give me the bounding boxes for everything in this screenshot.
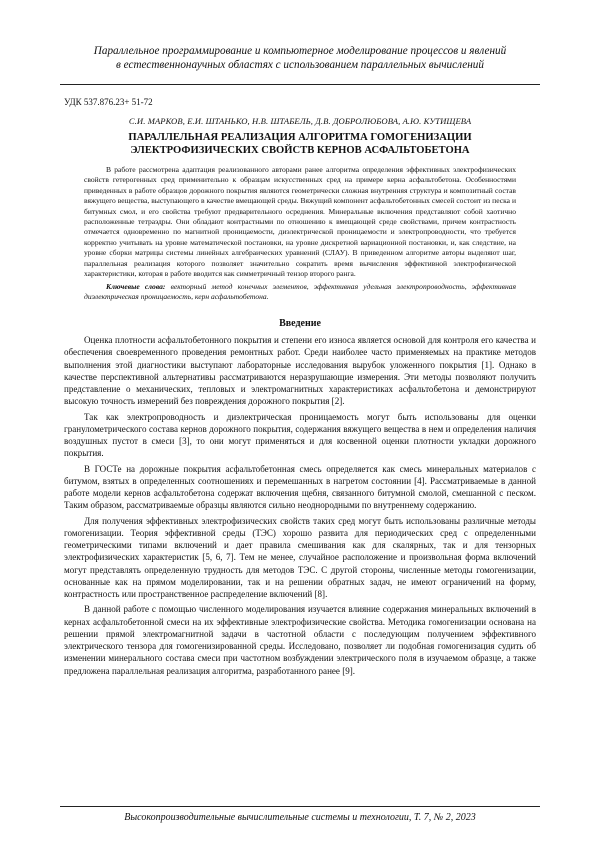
authors-line: С.И. МАРКОВ, Е.И. ШТАНЬКО, Н.В. ШТАБЕЛЬ, Д.В. ДОБРОЛЮБОВА, А.Ю. КУТИЩЕВА: [128, 116, 472, 126]
article-body: [64, 334, 536, 680]
article-title: [60, 131, 540, 157]
running-footer: Высокопроизводительные вычислительные системы и технологии, Т. 7, № 2, 2023: [124, 812, 476, 823]
title-line-2: ЭЛЕКТРОФИЗИЧЕСКИХ СВОЙСТВ КЕРНОВ АСФАЛЬТОБЕТОНА: [130, 145, 470, 156]
section-title: Введение: [279, 318, 321, 329]
keywords-label: Ключевые слова:: [106, 282, 166, 291]
abstract: В работе рассмотрена адаптация реализованного авторами ранее алгоритма определения эффективных электрофизических свойств гетерогенных сред применительно к образцам искусственных сред на примере керна асфальтобетона. Особенностями приведенных в работе образцов дорожного покрытия являются геометрически сложная внутренняя структура и композитный состав вяжущего вещества, выступающего в качестве вмещающей среды. Вяжущий компонент асфальтобетонных смесей состоит из песка и битумных смол, и его свойства требуют предварительного осреднения. Минеральные включения представляют собой хаотично расположенные тетраэдры. Они обладают контрастными по отношению к вмещающей среде свойствами, причем контрастность отмечается одновременно по магнитной проницаемости, диэлектрической проницаемости и электропроводности, что требуется корректно учитывать на уровне математической постановки, на уровне дискретной вариационной постановки, и, как следствие, на уровне сборки матрицы системы линейных алгебраических уравнений (СЛАУ). В приведенном алгоритме авторы выделяют шаг, параллельная реализация которого позволяет значительно сократить время вычисления эффективной электрофизической характеристики, которая в работе вводится как симметричный тензор второго ранга.: [84, 165, 516, 279]
running-header: [60, 44, 540, 72]
title-line-1: ПАРАЛЛЕЛЬНАЯ РЕАЛИЗАЦИЯ АЛГОРИТМА ГОМОГЕНИЗАЦИИ: [128, 132, 472, 143]
paragraph: Так как электропроводность и диэлектрическая проницаемость могут быть использованы для оценки гранулометрического состава кернов дорожного покрытия, содержания вяжущего вещества в нем и определения наличия воздушных пустот в смеси [3], то они могут применяться и для косвенной оценки плотности укладки дорожного покрытия.: [64, 411, 536, 459]
header-line-1: Параллельное программирование и компьютерное моделирование процессов и явлений: [93, 45, 507, 57]
keywords-text: векторный метод конечных элементов, эффективная удельная электропроводность, эффективная диэлектрическая проницаемость, керн асфальтобетона.: [84, 282, 516, 302]
udk-code: УДК 537.876.23+ 51-72: [64, 97, 153, 107]
paragraph: В данной работе с помощью численного моделирования изучается влияние содержания минеральных включений в кернах асфальтобетонной смеси на их эффективные электрофизические свойства. Методика гомогенизации основана на решении прямой электромагнитной задачи в частотной области с последующим получением эффективного электрического тензора для гомогенизированной среды. Исследовано, позволяет ли подобная гомогенизация судить об изменении минерального состава смеси при частотном возбуждении электрического поля в изучаемом образце, а также предложена параллельная реализация алгоритма, разработанного ранее [9].: [64, 604, 536, 676]
header-divider: [60, 84, 540, 85]
keywords: [84, 282, 516, 303]
footer-divider: [60, 806, 540, 807]
paragraph: В ГОСТе на дорожные покрытия асфальтобетонная смесь определяется как смесь минеральных материалов с битумом, взятых в определенных соотношениях и перемешанных в нагретом состоянии [4]. Рассматриваемые в данной работе модели кернов асфальтобетона содержат включения щебня, связанного битумной смолой, смешанной с песком. Таким образом, рассматриваемые образцы являются сильно неоднородными по внутреннему содержанию.: [64, 463, 536, 511]
paragraph: Оценка плотности асфальтобетонного покрытия и степени его износа является основой для контроля его качества и обеспечения своевременного проведения ремонтных работ. Среди наиболее часто применяемых на практике методов выполнения этой диагностики выступают лабораторные исследования вырубок уложенного покрытия [1]. Однако в качестве перспективной альтернативы рассматриваются неразрушающие измерения. Эти методы позволяют получить представление о механических, тепловых и электромагнитных характеристиках асфальтобетона и демонстрируют высокую точность измерений без повреждения дорожного покрытия [2].: [64, 335, 536, 407]
header-line-2: в естественнонаучных областях с использованием параллельных вычислений: [116, 59, 484, 71]
paragraph: Для получения эффективных электрофизических свойств таких сред могут быть использованы различные методы гомогенизации. Теория эффективной среды (ТЭС) хорошо развита для периодических сред с определенными геометрическими типами включений и дает правила смешивания как для скалярных, так и для тензорных электрофизических характеристик [5, 6, 7]. Тем не менее, случайное расположение и произвольная форма включений могут представлять определенную трудность для методов ТЭС. С другой стороны, численные методы гомогенизации, основанные как на прямом моделировании, так и на решении обратных задач, не имеют ограничений на форму, контрастность или пространственное распределение включений [8].: [64, 515, 536, 599]
